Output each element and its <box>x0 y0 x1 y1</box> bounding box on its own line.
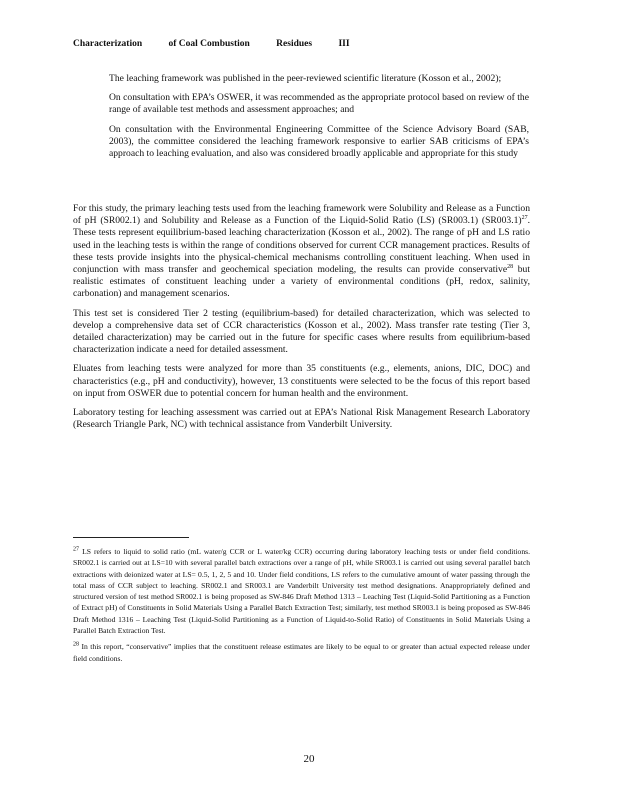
footnote-divider <box>73 537 189 538</box>
bullet-list <box>109 73 529 167</box>
footnote-number: 28 <box>73 641 79 648</box>
paragraph-laboratory: Laboratory testing for leaching assessment was carried out at EPA’s National Risk Management Research Laboratory (Research Triangle Park, NC) with technical assistance from Vanderbilt University. <box>73 407 530 431</box>
header-part-3: Residues <box>276 39 313 49</box>
header-part-1: Characterization <box>73 39 143 49</box>
footnote-text: LS refers to liquid to solid ratio (mL water/g CCR or L water/kg CCR) occurring during laboratory leaching tests or under field conditions. SR002.1 is carried out at LS=10 with several parallel batch extractions over a range of pH, while SR003.1 is carried out using several parallel batch extractions with deionized water at LS= 0.5, 1, 2, 5 and 10. Under field conditions, LS refers to the cumulative amount of water passing through the total mass of CCR subject to leaching. SR002.1 and SR003.1 are Vanderbilt University test method designations. Anappropriately defined and structured version of test method SR002.1 is being proposed as SW-846 Draft Method 1313 – Leaching Test (Liquid-Solid Partitioning as a Function of Extract pH) of Constituents in Solid Materials Using a Parallel Batch Extraction Test; similarly, test method SR003.1 is being proposed as SW-846 Draft Method 1316 – Leaching Test (Liquid-Solid Partitioning as a Function of Liquid-to-Solid Ratio) of Constituents in Solid Materials Using a Parallel Batch Extraction Test. <box>73 547 531 636</box>
paragraph-eluates: Eluates from leaching tests were analyzed for more than 35 constituents (e.g., elements, anions, DIC, DOC) and characteristics (e.g., pH and conductivity), however, 13 constituents were selected to be the focus of this report based on input from OSWER due to potential concern for human health and the environment. <box>73 363 530 399</box>
footnote-ref: 27 <box>521 215 528 222</box>
bullet-item: On consultation with EPA’s OSWER, it was recommended as the appropriate protocol based on review of the range of available test methods and assessment approaches; and <box>109 92 529 116</box>
bullet-item: On consultation with the Environmental Engineering Committee of the Science Advisory Board (SAB, 2003), the committee considered the leaching framework responsive to earlier SAB criticisms of EPA’s approach to leaching evaluation, and also was considered broadly applicable and appropriate for this study <box>109 123 529 160</box>
body-text <box>73 203 530 438</box>
paragraph-text: For this study, the primary leaching tests used from the leaching framework were Solubility and Release as a Function of pH (SR002.1) and Solubility and Release as a Function of the Liquid-Solid Ratio (LS) (SR003.1) (SR003.1) <box>73 203 530 227</box>
paragraph-study-tests <box>73 203 530 301</box>
footnote-text: In this report, “conservative” implies that the constituent release estimates are likely to be equal to or greater than actual expected release under field conditions. <box>73 642 530 663</box>
header-part-2: of Coal Combustion <box>168 39 250 49</box>
footnotes <box>73 546 530 669</box>
bullet-item: The leaching framework was published in the peer-reviewed scientific literature (Kosson et al., 2002); <box>109 73 502 84</box>
footnote <box>73 641 530 664</box>
paragraph-tier-testing: This test set is considered Tier 2 testing (equilibrium-based) for detailed characterization, which was selected to develop a comprehensive data set of CCR characteristics (Kosson et al., 2002). Mass transfer rate testing (Tier 3, detailed characterization) may be carried out in the future for specific cases where results from equilibrium-based characterization indicate a need for detailed assessment. <box>73 307 530 356</box>
page-number: 20 <box>303 753 315 765</box>
paragraph-text: but realistic estimates of constituent leaching under a variety of environmental conditions (pH, redox, salinity, carbonation) and management scenarios. <box>73 264 531 300</box>
footnote-number: 27 <box>73 546 79 553</box>
footnote-ref: 28 <box>507 263 514 270</box>
footnote <box>73 546 530 636</box>
running-header <box>73 39 374 49</box>
header-part-4: III <box>338 39 350 49</box>
paragraph-text: . These tests represent equilibrium-based leaching characterization (Kosson et al., 2002). The range of pH and LS ratio used in the leaching tests is within the range of conditions observed for current CCR management practices. Results of these tests provide insights into the physical-chemical mechanisms controlling constituent leaching. When used in conjunction with mass transfer and geochemical speciation modeling, the results can provide conservative <box>73 215 530 276</box>
